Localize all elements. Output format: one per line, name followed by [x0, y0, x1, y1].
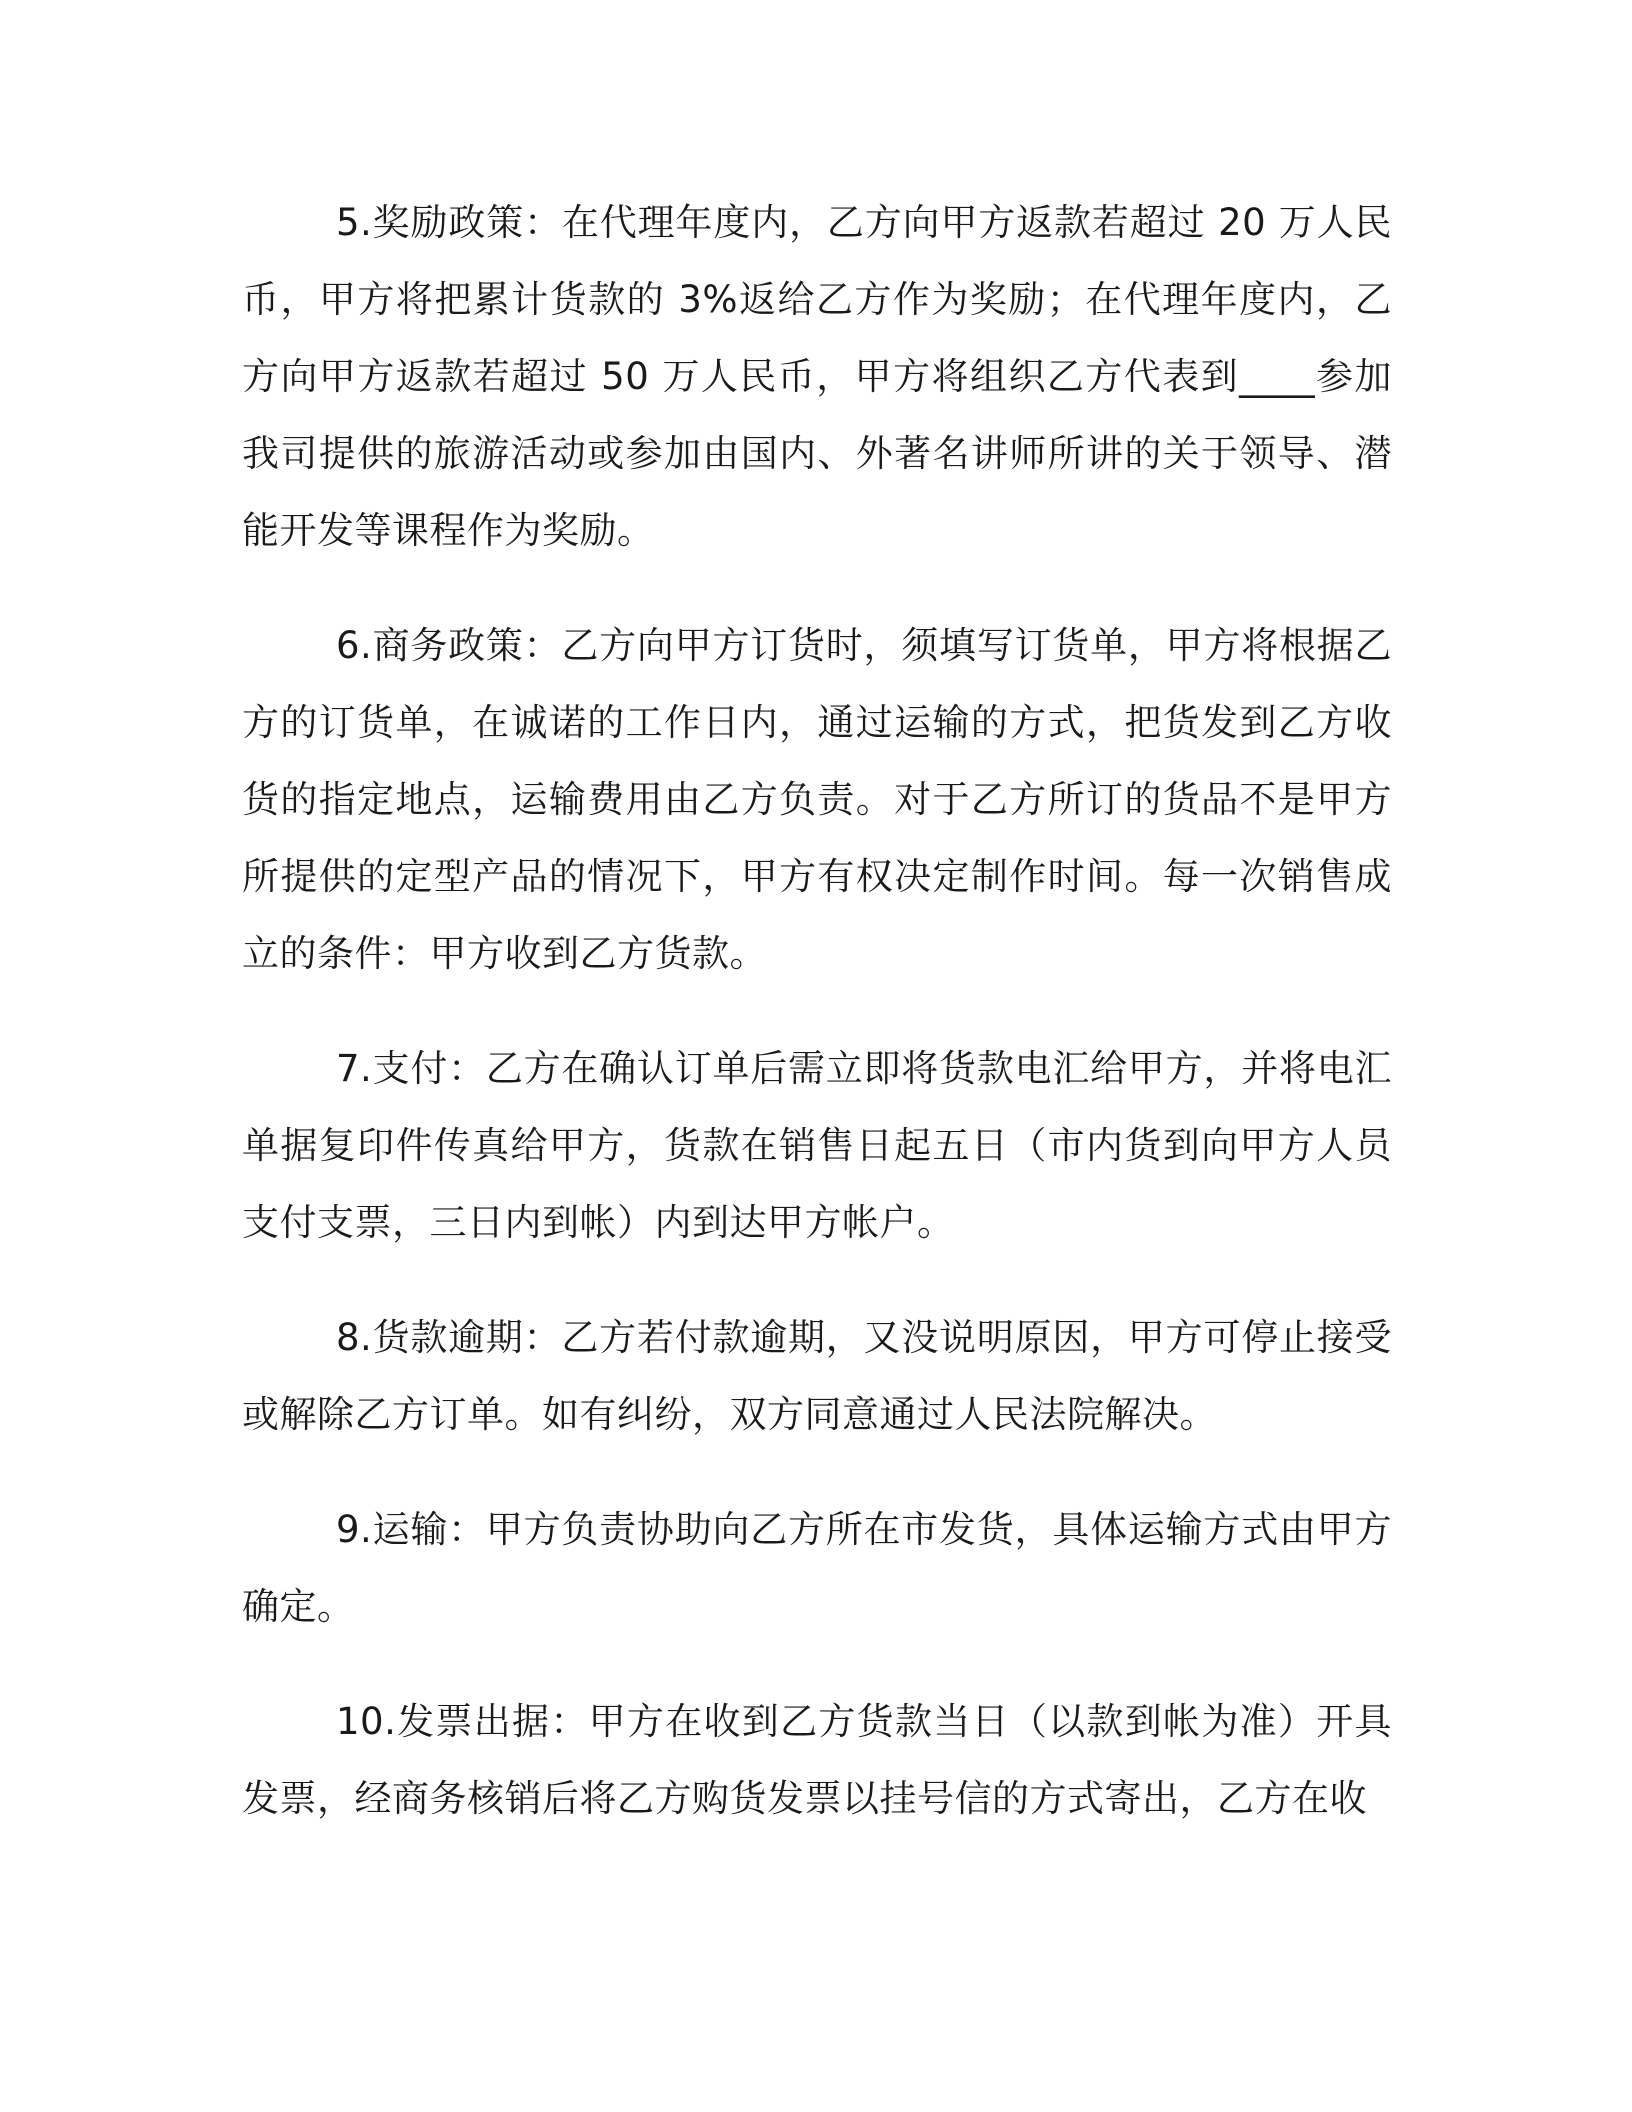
- paragraph-invoice: 10.发票出据：甲方在收到乙方货款当日（以款到帐为准）开具发票，经商务核销后将乙方购货发票以挂号信的方式寄出，乙方在收: [242, 1700, 1392, 1820]
- paragraph-transport: 9.运输：甲方负责协助向乙方所在市发货，具体运输方式由甲方确定。: [242, 1508, 1392, 1628]
- paragraph-reward-policy: 5.奖励政策：在代理年度内，乙方向甲方返款若超过 20 万人民币，甲方将把累计货款的 3%返给乙方作为奖励；在代理年度内，乙方向甲方返款若超过 50 万人民币，甲方将组织乙方代表到____参加我司提供的旅游活动或参加由国内、外著名讲师所讲的关于领导、潜能开发等课程作为奖励。: [242, 201, 1392, 552]
- paragraph-payment-overdue: 8.货款逾期：乙方若付款逾期，又没说明原因，甲方可停止接受或解除乙方订单。如有纠纷，双方同意通过人民法院解决。: [242, 1316, 1392, 1436]
- document-body: [242, 184, 1392, 1875]
- paragraph-payment: 7.支付：乙方在确认订单后需立即将货款电汇给甲方，并将电汇单据复印件传真给甲方，货款在销售日起五日（市内货到向甲方人员支付支票，三日内到帐）内到达甲方帐户。: [242, 1047, 1392, 1244]
- paragraph-business-policy: 6.商务政策：乙方向甲方订货时，须填写订货单，甲方将根据乙方的订货单，在诚诺的工作日内，通过运输的方式，把货发到乙方收货的指定地点，运输费用由乙方负责。对于乙方所订的货品不是甲方所提供的定型产品的情况下，甲方有权决定制作时间。每一次销售成立的条件：甲方收到乙方货款。: [242, 624, 1392, 975]
